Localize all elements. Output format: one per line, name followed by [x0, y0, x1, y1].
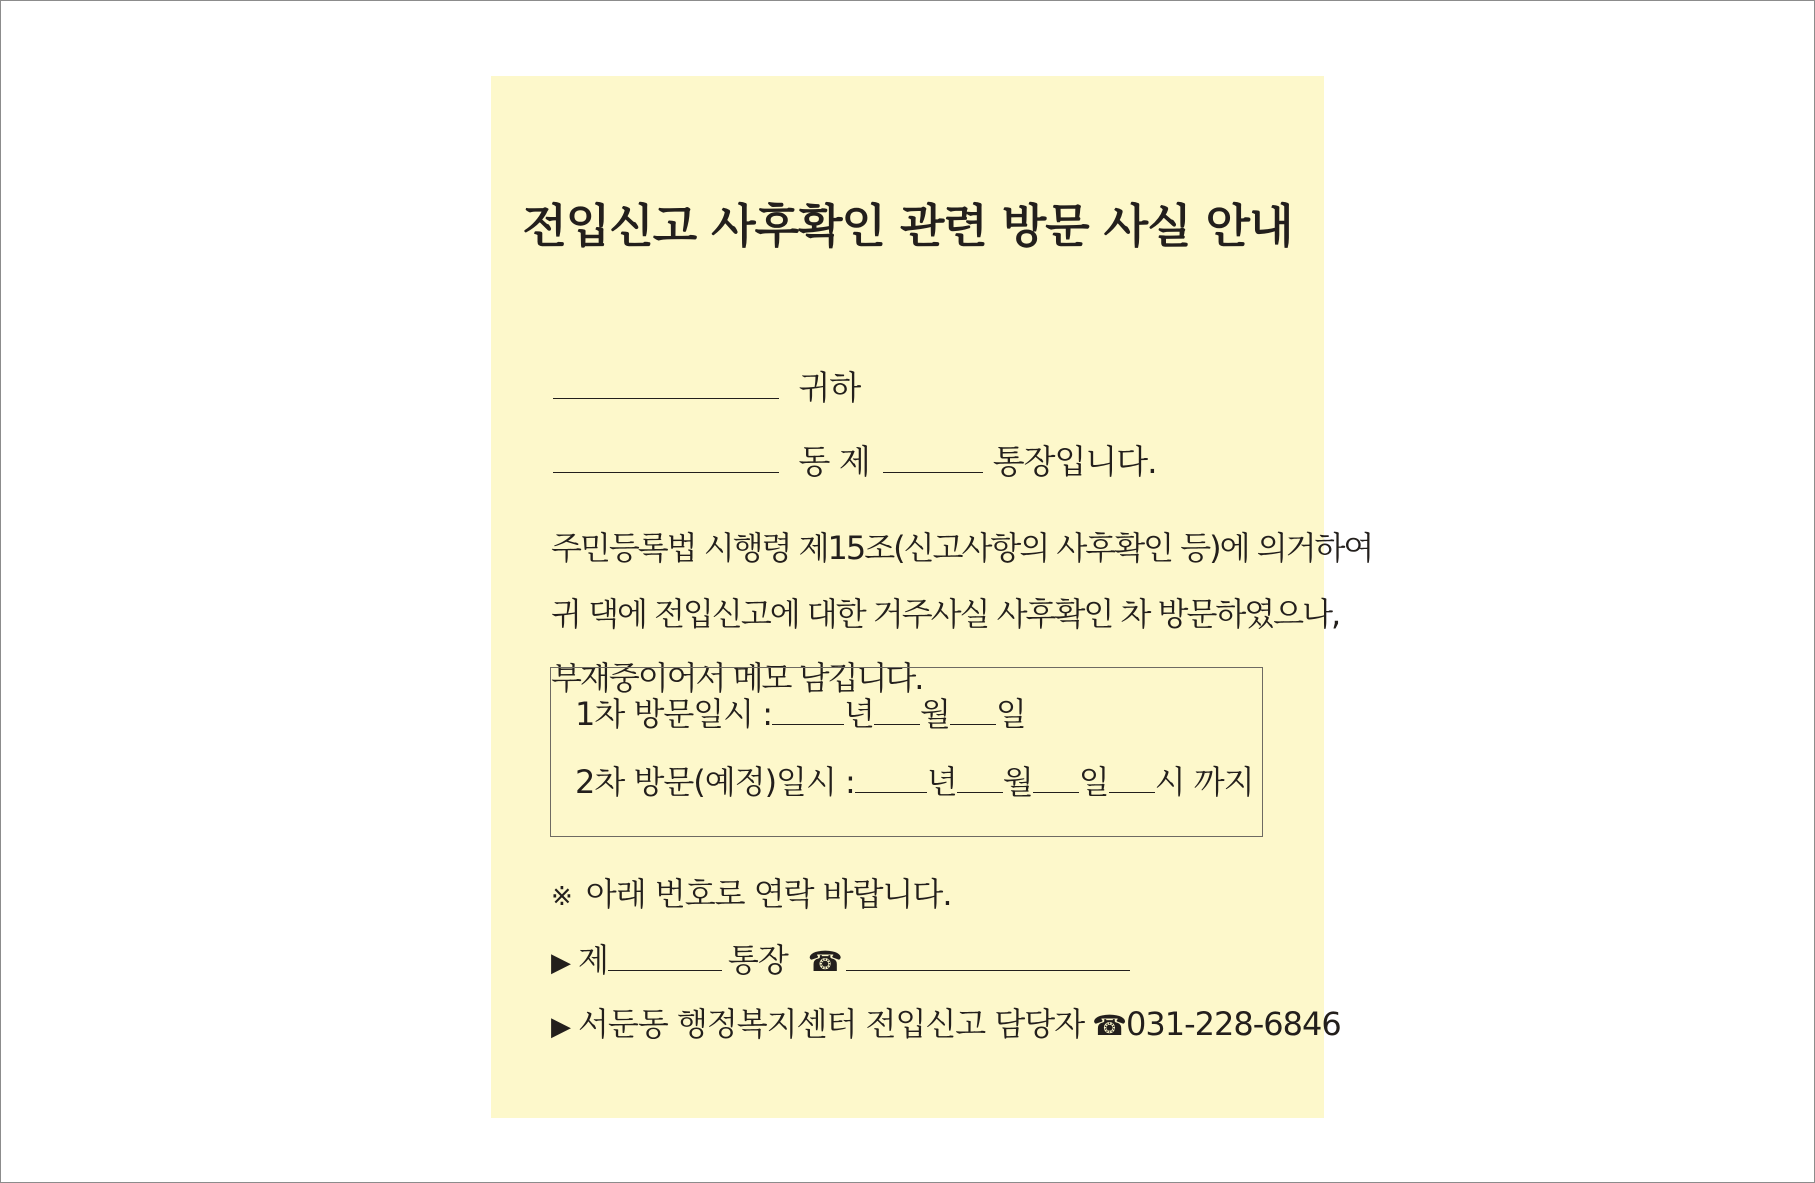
tongjang-phone-blank[interactable] — [846, 940, 1130, 971]
first-visit-label: 1차 방문일시 : — [575, 695, 773, 733]
center-text: 서둔동 행정복지센터 전입신고 담당자 — [578, 1005, 1085, 1043]
center-contact-line — [551, 1002, 1341, 1049]
second-visit-day-blank[interactable] — [1033, 762, 1079, 793]
body-line-3: 부재중이어서 메모 남깁니다. — [551, 659, 923, 697]
first-visit-month-label: 월 — [919, 695, 950, 733]
tongjang-line — [553, 440, 1157, 484]
first-visit-month-blank[interactable] — [874, 694, 920, 725]
first-visit-year-label: 년 — [844, 695, 874, 733]
notice-title: 전입신고 사후확인 관련 방문 사실 안내 — [522, 199, 1293, 253]
second-visit-year-label: 년 — [926, 763, 957, 801]
visit-schedule-box — [550, 667, 1263, 837]
body-line-1: 주민등록법 시행령 제15조(신고사항의 사후확인 등)에 의거하여 — [551, 529, 1373, 567]
recipient-suffix: 귀하 — [798, 368, 861, 407]
first-visit-year-blank[interactable] — [772, 694, 844, 725]
recipient-name-blank[interactable] — [553, 368, 779, 399]
second-visit-label: 2차 방문(예정)일시 : — [575, 763, 855, 801]
tongjang-suffix: 통장입니다. — [992, 442, 1157, 481]
first-visit-day-label: 일 — [995, 695, 1026, 733]
center-phone-number[interactable]: 031-228-6846 — [1126, 1005, 1341, 1043]
second-visit-month-label: 월 — [1002, 763, 1033, 801]
body-line-2: 귀 댁에 전입신고에 대한 거주사실 사후확인 차 방문하였으나, — [551, 595, 1340, 633]
reference-mark: ※ — [551, 882, 572, 912]
tong-suffix: 통장 — [727, 941, 788, 979]
phone-icon: ☎ — [807, 945, 842, 978]
second-visit-hour-blank[interactable] — [1109, 762, 1155, 793]
recipient-line — [553, 366, 860, 410]
contact-request-text: 아래 번호로 연락 바랍니다. — [585, 875, 952, 913]
dong-name-blank[interactable] — [553, 442, 779, 473]
second-visit-hour-label: 시 까지 — [1154, 763, 1254, 801]
second-visit-month-blank[interactable] — [957, 762, 1003, 793]
dong-label: 동 제 — [798, 442, 870, 481]
second-visit-row — [575, 760, 1254, 804]
tong-number-contact-blank[interactable] — [608, 940, 722, 971]
tong-number-blank[interactable] — [883, 442, 983, 473]
tongjang-contact-line — [551, 938, 1130, 985]
first-visit-day-blank[interactable] — [950, 694, 996, 725]
contact-request-line — [551, 872, 952, 919]
phone-icon: ☎ — [1092, 1009, 1126, 1042]
tong-prefix: 제 — [578, 941, 608, 979]
arrow-right-icon: ▶ — [551, 948, 570, 978]
first-visit-row — [575, 692, 1026, 736]
second-visit-day-label: 일 — [1078, 763, 1109, 801]
arrow-right-icon: ▶ — [551, 1012, 570, 1042]
second-visit-year-blank[interactable] — [855, 762, 927, 793]
notice-card — [491, 76, 1373, 1118]
